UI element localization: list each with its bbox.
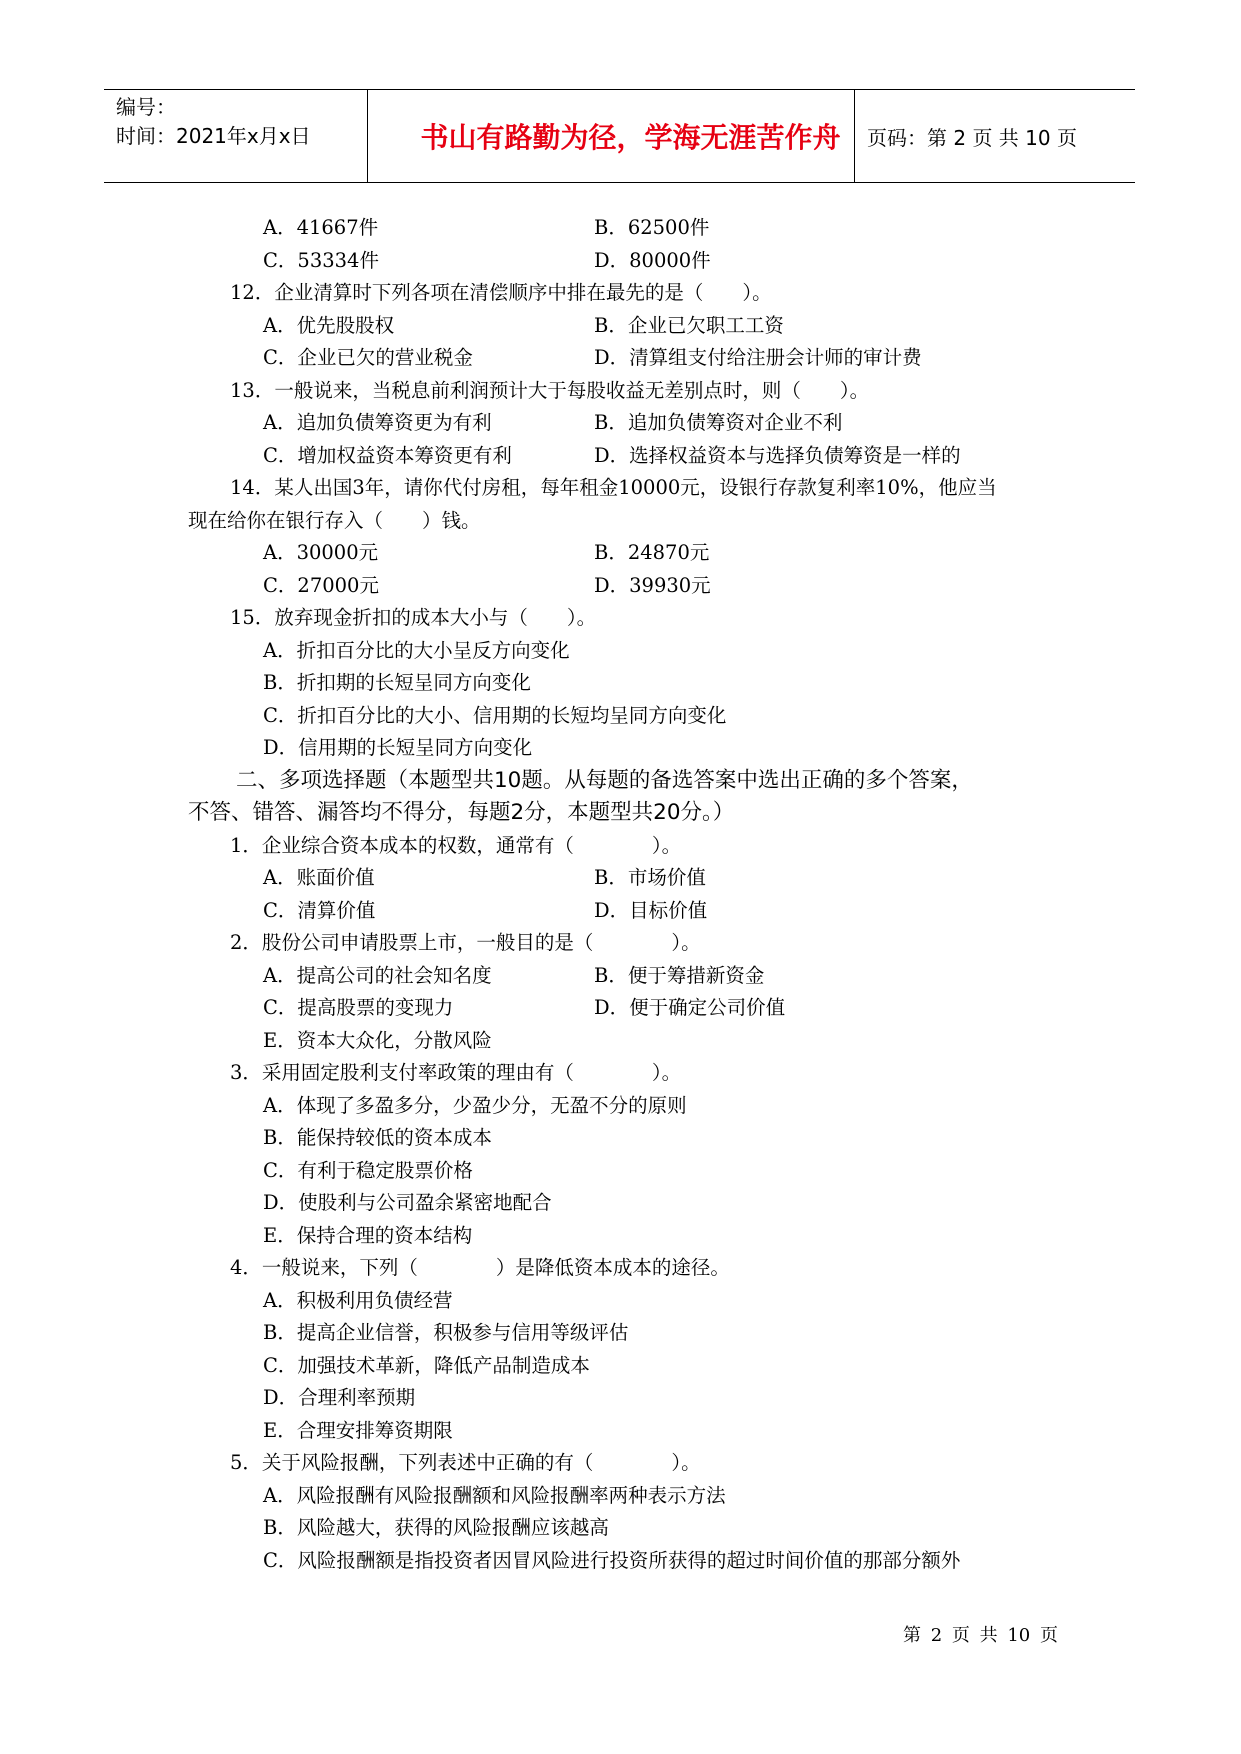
option-a: C．清算价值 — [263, 899, 376, 922]
header-motto: 书山有路勤为径，学海无涯苦作舟 — [420, 121, 841, 154]
option-row — [263, 537, 710, 569]
number-label: 编号： — [116, 95, 176, 119]
option-row — [263, 960, 765, 992]
option-row — [263, 310, 784, 342]
option-line: A．折扣百分比的大小呈反方向变化 — [263, 639, 570, 662]
option-a: C．27000元 — [263, 574, 379, 597]
option-row — [263, 895, 708, 927]
option-b: D．选择权益资本与选择负债筹资是一样的 — [594, 444, 961, 467]
option-line: A．体现了多盈多分，少盈少分，无盈不分的原则 — [263, 1094, 687, 1117]
option-a: C．提高股票的变现力 — [263, 996, 454, 1019]
question-text: 15．放弃现金折扣的成本大小与（ ）。 — [230, 606, 597, 629]
option-row — [263, 342, 922, 374]
question-text: 3．采用固定股利支付率政策的理由有（ ）。 — [230, 1061, 682, 1084]
option-line: C．风险报酬额是指投资者因冒风险进行投资所获得的超过时间价值的那部分额外 — [263, 1549, 961, 1572]
option-line: A．风险报酬有风险报酬额和风险报酬率两种表示方法 — [263, 1484, 726, 1507]
option-b: B．24870元 — [594, 541, 710, 564]
question-text: 5．关于风险报酬，下列表述中正确的有（ ）。 — [230, 1451, 701, 1474]
option-line: C．有利于稳定股票价格 — [263, 1159, 473, 1182]
time-label: 时间：2021年x月x日 — [116, 124, 311, 148]
option-a: C．企业已欠的营业税金 — [263, 346, 473, 369]
option-row — [263, 862, 706, 894]
option-a: A．41667件 — [263, 216, 379, 239]
section-heading: 二、多项选择题（本题型共10题。从每题的备选答案中选出正确的多个答案， — [236, 768, 973, 793]
option-b: B．追加负债筹资对企业不利 — [594, 411, 843, 434]
option-row — [263, 992, 786, 1024]
header-page-code: 页码：第 2 页 共 10 页 — [867, 125, 1077, 150]
option-a: A．追加负债筹资更为有利 — [263, 411, 492, 434]
option-a: A．账面价值 — [263, 866, 375, 889]
option-line: E．保持合理的资本结构 — [263, 1224, 473, 1247]
header-divider — [854, 90, 855, 182]
option-a: C．53334件 — [263, 249, 379, 272]
option-a: A．提高公司的社会知名度 — [263, 964, 492, 987]
option-row — [263, 407, 843, 439]
option-b: B．企业已欠职工工资 — [594, 314, 784, 337]
option-row — [263, 245, 711, 277]
header-meta — [116, 93, 366, 151]
question-text: 13．一般说来，当税息前利润预计大于每股收益无差别点时，则（ ）。 — [230, 379, 870, 402]
option-b: B．62500件 — [594, 216, 710, 239]
option-line: D．合理利率预期 — [263, 1386, 416, 1409]
question-text: 14．某人出国3年，请你代付房租，每年租金10000元，设银行存款复利率10%，他应当 — [230, 476, 997, 499]
option-b: B．市场价值 — [594, 866, 706, 889]
question-text: 1．企业综合资本成本的权数，通常有（ ）。 — [230, 834, 682, 857]
option-line: A．积极利用负债经营 — [263, 1289, 453, 1312]
option-line: E．资本大众化，分散风险 — [263, 1029, 492, 1052]
option-b: B．便于筹措新资金 — [594, 964, 765, 987]
option-row — [263, 570, 711, 602]
page-footer: 第 2 页 共 10 页 — [903, 1625, 1058, 1646]
section-heading-continued: 不答、错答、漏答均不得分，每题2分，本题型共20分。） — [188, 800, 735, 825]
option-row — [263, 212, 710, 244]
option-line: D．使股利与公司盈余紧密地配合 — [263, 1191, 552, 1214]
option-line: B．折扣期的长短呈同方向变化 — [263, 671, 531, 694]
option-b: D．80000件 — [594, 249, 711, 272]
question-text: 12．企业清算时下列各项在清偿顺序中排在最先的是（ ）。 — [230, 281, 772, 304]
option-a: A．优先股股权 — [263, 314, 395, 337]
option-line: C．加强技术革新，降低产品制造成本 — [263, 1354, 590, 1377]
option-line: B．能保持较低的资本成本 — [263, 1126, 492, 1149]
option-line: E．合理安排筹资期限 — [263, 1419, 453, 1442]
option-a: A．30000元 — [263, 541, 379, 564]
option-row — [263, 440, 961, 472]
option-b: D．39930元 — [594, 574, 711, 597]
question-text-continued: 现在给你在银行存入（ ）钱。 — [188, 509, 481, 532]
option-line: B．提高企业信誉，积极参与信用等级评估 — [263, 1321, 629, 1344]
question-text: 4．一般说来，下列（ ）是降低资本成本的途径。 — [230, 1256, 730, 1279]
option-line: D．信用期的长短呈同方向变化 — [263, 736, 533, 759]
option-b: D．清算组支付给注册会计师的审计费 — [594, 346, 922, 369]
option-line: C．折扣百分比的大小、信用期的长短均呈同方向变化 — [263, 704, 727, 727]
page-header — [104, 89, 1135, 183]
option-a: C．增加权益资本筹资更有利 — [263, 444, 512, 467]
option-line: B．风险越大，获得的风险报酬应该越高 — [263, 1516, 609, 1539]
option-b: D．便于确定公司价值 — [594, 996, 786, 1019]
option-b: D．目标价值 — [594, 899, 708, 922]
question-text: 2．股份公司申请股票上市，一般目的是（ ）。 — [230, 931, 701, 954]
